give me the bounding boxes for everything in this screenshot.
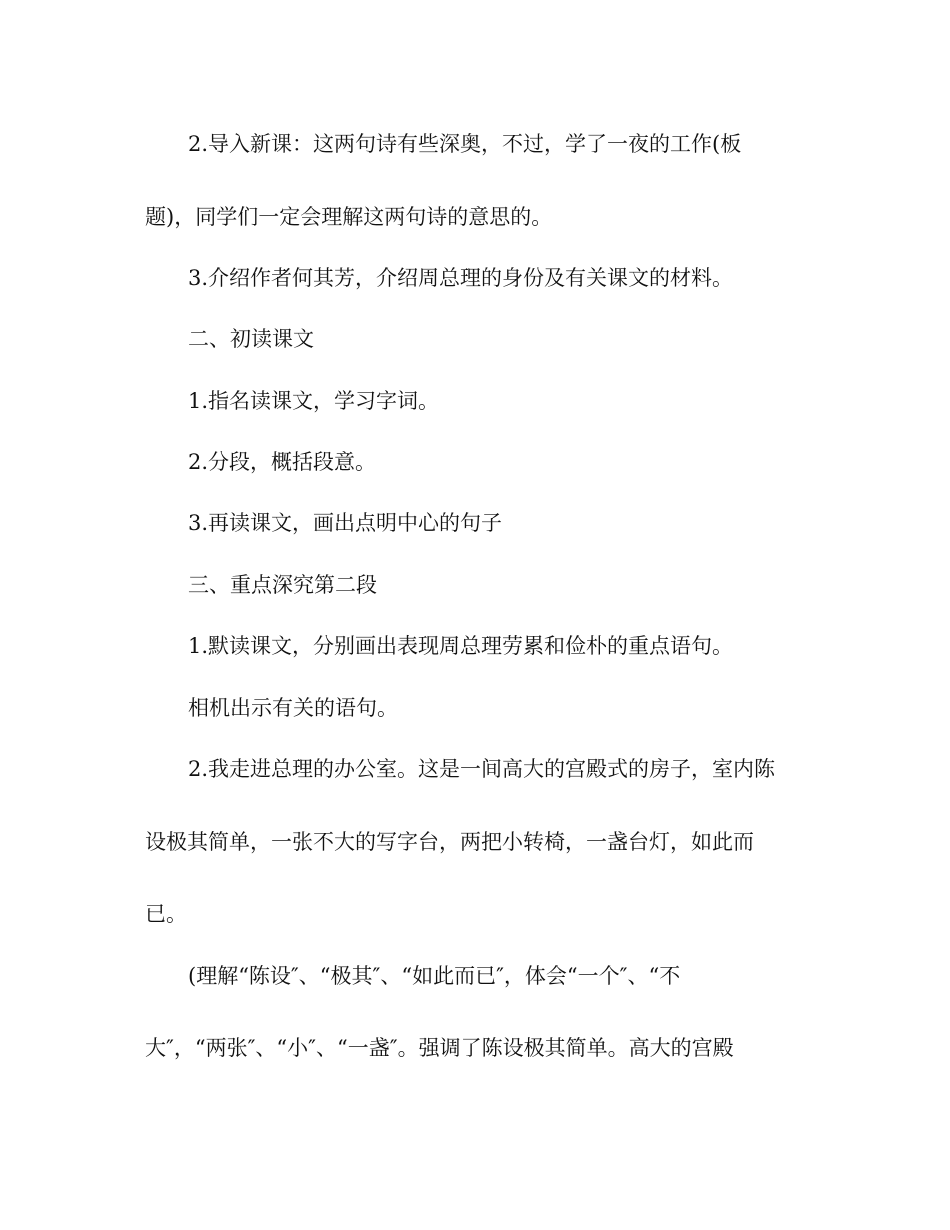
paragraph-line: 相机出示有关的语句。 bbox=[188, 696, 398, 720]
paragraph-line: 1.默读课文，分别画出表现周总理劳累和俭朴的重点语句。 bbox=[188, 634, 734, 658]
section-heading: 三、重点深究第二段 bbox=[188, 573, 377, 597]
paragraph-line: 3.介绍作者何其芳，介绍周总理的身份及有关课文的材料。 bbox=[188, 266, 734, 290]
paragraph-line: 3.再读课文，画出点明中心的句子 bbox=[188, 511, 503, 535]
paragraph-line: 1.指名读课文，学习字词。 bbox=[188, 389, 440, 413]
paragraph-line: 2.我走进总理的办公室。这是一间高大的宫殿式的房子，室内陈 bbox=[188, 757, 776, 781]
paragraph-line: 题)，同学们一定会理解这两句诗的意思的。 bbox=[145, 205, 553, 229]
paragraph-line: (理解“陈设″、“极其″、“如此而已″，体会“一个″、“不 bbox=[188, 964, 681, 988]
paragraph-line: 已。 bbox=[145, 902, 187, 926]
paragraph-line: 大″，“两张″、“小″、“一盏″。强调了陈设极其简单。高大的宫殿 bbox=[145, 1036, 734, 1060]
paragraph-line: 设极其简单，一张不大的写字台，两把小转椅，一盏台灯，如此而 bbox=[145, 830, 754, 854]
paragraph-line: 2.分段，概括段意。 bbox=[188, 450, 377, 474]
section-heading: 二、初读课文 bbox=[188, 327, 314, 351]
paragraph-line: 2.导入新课：这两句诗有些深奥，不过，学了一夜的工作(板 bbox=[188, 132, 742, 156]
